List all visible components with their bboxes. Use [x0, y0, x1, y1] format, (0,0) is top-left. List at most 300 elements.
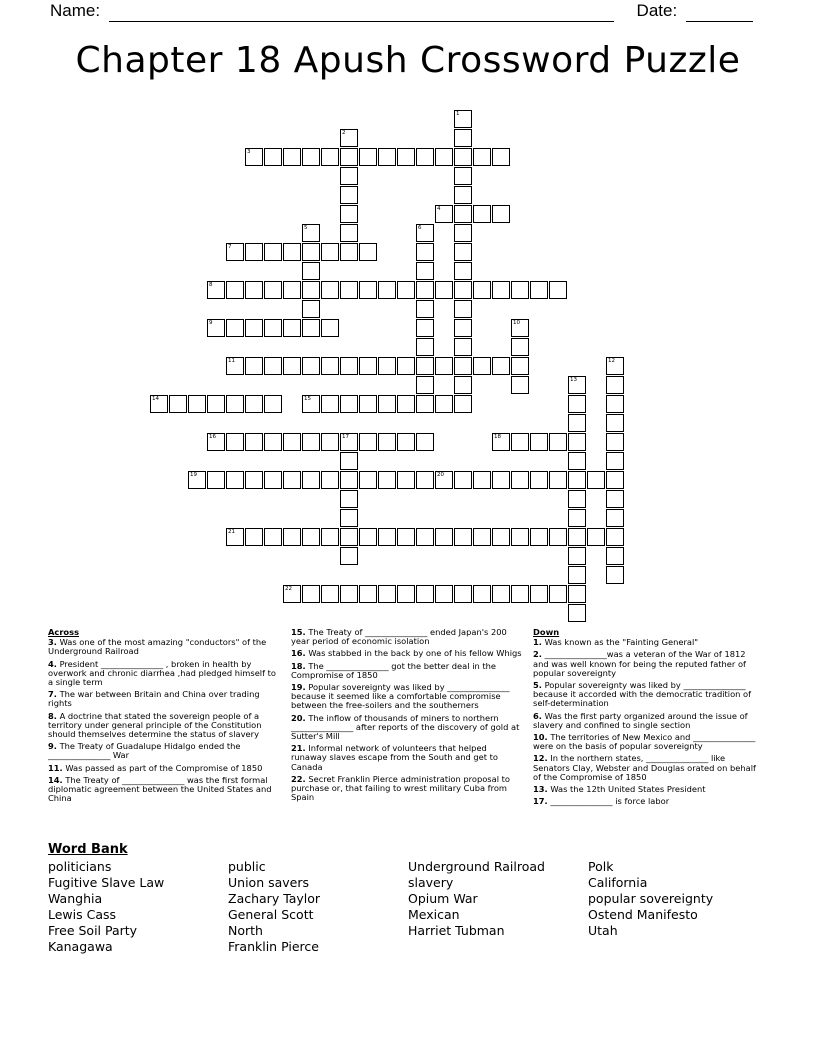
word-bank-item: Mexican: [408, 907, 460, 922]
clue-text: Informal network of volunteers that helped runaway slaves escape from the South and get to Canada: [291, 743, 498, 772]
grid-cell[interactable]: [302, 300, 320, 318]
grid-cell[interactable]: [416, 148, 434, 166]
grid-cell[interactable]: [416, 471, 434, 489]
grid-cell[interactable]: [549, 585, 567, 603]
grid-cell[interactable]: [321, 357, 339, 375]
grid-cell[interactable]: [473, 357, 491, 375]
grid-cell[interactable]: [416, 528, 434, 546]
word-bank-item: public: [228, 859, 266, 874]
grid-cell[interactable]: [264, 395, 282, 413]
grid-cell[interactable]: [226, 433, 244, 451]
across-clue: [291, 683, 523, 711]
grid-cell[interactable]: [606, 395, 624, 413]
grid-cell[interactable]: [454, 471, 472, 489]
grid-cell[interactable]: [397, 148, 415, 166]
grid-cell[interactable]: [321, 243, 339, 261]
clue-number: 18: [494, 434, 501, 440]
clue-number-label: 11.: [48, 762, 63, 773]
grid-cell[interactable]: [302, 433, 320, 451]
grid-cell[interactable]: [302, 243, 320, 261]
down-clue: [533, 785, 763, 794]
across-clue: [48, 638, 282, 656]
grid-cell[interactable]: [340, 509, 358, 527]
grid-cell[interactable]: [530, 471, 548, 489]
page-title: Chapter 18 Apush Crossword Puzzle: [75, 40, 741, 81]
clue-number: 9: [209, 320, 213, 326]
grid-cell[interactable]: [473, 585, 491, 603]
grid-cell[interactable]: [397, 395, 415, 413]
grid-cell[interactable]: [264, 471, 282, 489]
grid-cell[interactable]: [454, 243, 472, 261]
grid-cell[interactable]: [302, 148, 320, 166]
grid-cell[interactable]: [245, 433, 263, 451]
grid-cell[interactable]: [359, 281, 377, 299]
word-bank-item: Franklin Pierce: [228, 939, 319, 954]
clue-number: 8: [209, 282, 213, 288]
date-label: Date:: [636, 1, 678, 20]
clue-number-label: 1.: [533, 637, 542, 648]
clue-number-label: 2.: [533, 649, 542, 660]
grid-cell[interactable]: [435, 585, 453, 603]
grid-cell[interactable]: [359, 395, 377, 413]
grid-cell[interactable]: [568, 395, 586, 413]
word-bank-item: Harriet Tubman: [408, 923, 505, 938]
word-bank-item: Wanghia: [48, 891, 103, 906]
clue-number-label: 9.: [48, 741, 57, 752]
word-bank-item: popular sovereignty: [588, 891, 714, 906]
grid-cell[interactable]: [454, 224, 472, 242]
grid-cell[interactable]: [492, 528, 510, 546]
word-bank-item: politicians: [48, 859, 112, 874]
clue-number: 19: [190, 472, 197, 478]
grid-cell[interactable]: [606, 452, 624, 470]
down-clue: [533, 754, 763, 782]
grid-cell[interactable]: [454, 585, 472, 603]
clue-text: President _______________ , broken in health by overwork and chronic diarrhea ,had pledged himself to a single term: [48, 658, 276, 688]
grid-cell[interactable]: [169, 395, 187, 413]
grid-cell[interactable]: [454, 319, 472, 337]
grid-cell[interactable]: [530, 281, 548, 299]
grid-cell[interactable]: [568, 433, 586, 451]
grid-cell[interactable]: [340, 357, 358, 375]
grid-cell[interactable]: [606, 471, 624, 489]
across-clue: [48, 776, 282, 804]
clue-number-label: 18.: [291, 660, 306, 671]
clue-number: 1: [456, 111, 460, 117]
grid-cell[interactable]: [226, 471, 244, 489]
grid-cell[interactable]: [321, 528, 339, 546]
grid-cell[interactable]: [340, 547, 358, 565]
clue-text: The _______________ got the better deal in the Compromise of 1850: [291, 660, 497, 680]
grid-cell[interactable]: [378, 357, 396, 375]
clue-number-label: 16.: [291, 648, 306, 659]
grid-cell[interactable]: [511, 376, 529, 394]
across-clue: [48, 742, 282, 760]
grid-cell[interactable]: [359, 433, 377, 451]
grid-cell[interactable]: [283, 471, 301, 489]
grid-cell[interactable]: [283, 148, 301, 166]
grid-cell[interactable]: [549, 528, 567, 546]
grid-cell[interactable]: [416, 281, 434, 299]
grid-cell[interactable]: [473, 205, 491, 223]
across-clue: [48, 764, 282, 773]
grid-cell[interactable]: [207, 395, 225, 413]
grid-cell[interactable]: [321, 395, 339, 413]
grid-cell[interactable]: [245, 357, 263, 375]
clue-text: The Treaty of Guadalupe Hidalgo ended the _______________ War: [48, 741, 241, 761]
grid-cell[interactable]: [416, 433, 434, 451]
grid-cell[interactable]: [359, 471, 377, 489]
clue-number-label: 20.: [291, 712, 306, 723]
grid-cell[interactable]: [435, 281, 453, 299]
grid-cell[interactable]: [416, 376, 434, 394]
grid-cell[interactable]: [416, 357, 434, 375]
grid-cell[interactable]: [245, 319, 263, 337]
grid-cell[interactable]: [245, 281, 263, 299]
grid-cell[interactable]: [606, 433, 624, 451]
grid-cell[interactable]: [226, 395, 244, 413]
grid-cell[interactable]: [340, 395, 358, 413]
grid-cell[interactable]: [340, 243, 358, 261]
clue-text: Was the 12th United States President: [547, 784, 706, 795]
grid-cell[interactable]: [549, 281, 567, 299]
grid-cell[interactable]: [606, 566, 624, 584]
grid-cell[interactable]: [378, 433, 396, 451]
clue-number: 10: [513, 320, 520, 326]
grid-cell[interactable]: [340, 167, 358, 185]
grid-cell[interactable]: [302, 262, 320, 280]
grid-cell[interactable]: [207, 471, 225, 489]
grid-cell[interactable]: [264, 528, 282, 546]
grid-cell[interactable]: [340, 186, 358, 204]
clue-number: 4: [437, 206, 441, 212]
across-clue: [291, 662, 523, 680]
word-bank-item: Polk: [588, 859, 614, 874]
grid-cell[interactable]: [511, 585, 529, 603]
grid-cell[interactable]: [340, 205, 358, 223]
grid-cell[interactable]: [340, 490, 358, 508]
clue-text: The Treaty of _______________ ended Japan's 200 year period of economic isolation: [291, 627, 507, 647]
clue-number-label: 22.: [291, 773, 306, 784]
grid-cell[interactable]: [435, 395, 453, 413]
down-clue: [533, 650, 763, 678]
clue-text: Popular sovereignty was liked by _______________ because it accorded with the democratic tradition of self-determination: [533, 680, 752, 709]
clue-number-label: 7.: [48, 689, 57, 700]
grid-cell[interactable]: [568, 528, 586, 546]
clue-number: 6: [418, 225, 422, 231]
clue-number: 21: [228, 529, 235, 535]
grid-cell[interactable]: [454, 148, 472, 166]
across-clue: [291, 714, 523, 742]
word-bank-item: Union savers: [228, 875, 309, 890]
grid-cell[interactable]: [416, 300, 434, 318]
grid-cell[interactable]: [454, 357, 472, 375]
grid-cell[interactable]: [473, 471, 491, 489]
grid-cell[interactable]: [454, 300, 472, 318]
grid-cell[interactable]: [454, 281, 472, 299]
grid-cell[interactable]: [416, 262, 434, 280]
grid-cell[interactable]: [378, 395, 396, 413]
grid-cell[interactable]: [245, 471, 263, 489]
word-bank-column: [228, 859, 320, 955]
grid-cell[interactable]: [397, 357, 415, 375]
grid-cell[interactable]: [492, 585, 510, 603]
grid-cell[interactable]: [321, 433, 339, 451]
grid-cell[interactable]: [473, 528, 491, 546]
grid-cell[interactable]: [321, 319, 339, 337]
grid-cell[interactable]: [568, 452, 586, 470]
grid-cell[interactable]: [340, 224, 358, 242]
down-clues: [533, 628, 763, 809]
clue-number-label: 14.: [48, 774, 63, 785]
grid-cell[interactable]: [492, 205, 510, 223]
grid-cell[interactable]: [568, 414, 586, 432]
grid-cell[interactable]: [473, 281, 491, 299]
across-clue: [48, 660, 282, 688]
grid-cell[interactable]: [606, 528, 624, 546]
clue-number-label: 4.: [48, 658, 57, 669]
grid-cell[interactable]: [302, 319, 320, 337]
clue-number-label: 10.: [533, 732, 548, 743]
grid-cell[interactable]: [359, 243, 377, 261]
grid-cell[interactable]: [340, 585, 358, 603]
across-clue: [291, 744, 523, 772]
grid-cell[interactable]: [416, 585, 434, 603]
clue-text: The war between Britain and China over trading rights: [48, 689, 260, 709]
grid-cell[interactable]: [264, 148, 282, 166]
grid-cell[interactable]: [340, 452, 358, 470]
word-bank-item: Kanagawa: [48, 939, 113, 954]
clue-text: Was stabbed in the back by one of his fellow Whigs: [305, 648, 522, 659]
grid-cell[interactable]: [606, 490, 624, 508]
word-bank-column: [48, 859, 164, 955]
grid-cell[interactable]: [397, 471, 415, 489]
grid-cell[interactable]: [587, 471, 605, 489]
grid-cell[interactable]: [302, 357, 320, 375]
clue-text: Was passed as part of the Compromise of 1850: [62, 762, 263, 773]
word-bank-item: California: [588, 875, 648, 890]
grid-cell[interactable]: [226, 319, 244, 337]
clue-text: Popular sovereignty was liked by _______________ because it seemed like a comfortable compromise between the free-soilers and the southerners: [291, 682, 510, 711]
grid-cell[interactable]: [359, 528, 377, 546]
clue-number-label: 6.: [533, 710, 542, 721]
grid-cell[interactable]: [454, 262, 472, 280]
grid-cell[interactable]: [283, 281, 301, 299]
grid-cell[interactable]: [492, 357, 510, 375]
clue-number: 13: [570, 377, 577, 383]
grid-cell[interactable]: [568, 509, 586, 527]
grid-cell[interactable]: [378, 281, 396, 299]
across-heading: Across: [48, 627, 80, 637]
clue-text: Was the first party organized around the issue of slavery and confined to single section: [533, 710, 748, 730]
grid-cell[interactable]: [435, 357, 453, 375]
grid-cell[interactable]: [378, 471, 396, 489]
clue-number: 16: [209, 434, 216, 440]
grid-cell[interactable]: [245, 528, 263, 546]
grid-cell[interactable]: [511, 471, 529, 489]
word-bank-item: North: [228, 923, 263, 938]
clue-number: 22: [285, 586, 292, 592]
grid-cell[interactable]: [397, 585, 415, 603]
grid-cell[interactable]: [511, 281, 529, 299]
grid-cell[interactable]: [226, 281, 244, 299]
across-clues: [48, 628, 282, 806]
down-clue: [533, 733, 763, 751]
grid-cell[interactable]: [511, 433, 529, 451]
grid-cell[interactable]: [454, 167, 472, 185]
clue-number: 11: [228, 358, 235, 364]
grid-cell[interactable]: [264, 357, 282, 375]
grid-cell[interactable]: [473, 148, 491, 166]
across-clue: [48, 690, 282, 708]
grid-cell[interactable]: [283, 243, 301, 261]
grid-cell[interactable]: [587, 528, 605, 546]
grid-cell[interactable]: [397, 433, 415, 451]
clue-text: The territories of New Mexico and _______________ were on the basis of popular sovereignty: [533, 732, 756, 752]
grid-cell[interactable]: [492, 281, 510, 299]
grid-cell[interactable]: [568, 585, 586, 603]
clue-number: 15: [304, 396, 311, 402]
down-clue: [533, 638, 763, 647]
grid-cell[interactable]: [416, 395, 434, 413]
grid-cell[interactable]: [454, 205, 472, 223]
grid-cell[interactable]: [321, 148, 339, 166]
clue-number-label: 21.: [291, 743, 306, 754]
grid-cell[interactable]: [321, 281, 339, 299]
grid-cell[interactable]: [606, 547, 624, 565]
grid-cell[interactable]: [530, 433, 548, 451]
down-heading: Down: [533, 627, 560, 637]
grid-cell[interactable]: [397, 528, 415, 546]
down-clue: [533, 712, 763, 730]
grid-cell[interactable]: [378, 148, 396, 166]
across-clue: [48, 712, 282, 740]
clue-text: Was one of the most amazing "conductors" of the Underground Railroad: [48, 637, 267, 657]
grid-cell[interactable]: [264, 433, 282, 451]
grid-cell[interactable]: [435, 148, 453, 166]
grid-cell[interactable]: [302, 585, 320, 603]
word-bank-item: Ostend Manifesto: [588, 907, 698, 922]
grid-cell[interactable]: [492, 148, 510, 166]
grid-cell[interactable]: [568, 547, 586, 565]
grid-cell[interactable]: [359, 585, 377, 603]
clue-number: 14: [152, 396, 159, 402]
grid-cell[interactable]: [454, 129, 472, 147]
word-bank-item: Utah: [588, 923, 618, 938]
grid-cell[interactable]: [321, 471, 339, 489]
grid-cell[interactable]: [245, 243, 263, 261]
clue-text: Secret Franklin Pierce administration proposal to purchase or, that failing to wrest military Cuba from Spain: [291, 773, 510, 803]
clue-text: Was known as the "Fainting General": [541, 637, 699, 648]
across-clue: [291, 649, 523, 658]
word-bank-heading: Word Bank: [48, 842, 128, 857]
grid-cell[interactable]: [454, 376, 472, 394]
grid-cell[interactable]: [568, 490, 586, 508]
grid-cell[interactable]: [264, 243, 282, 261]
clue-number-label: 13.: [533, 784, 548, 795]
grid-cell[interactable]: [606, 414, 624, 432]
grid-cell[interactable]: [568, 471, 586, 489]
grid-cell[interactable]: [359, 148, 377, 166]
clue-text: _______________ is force labor: [547, 796, 670, 807]
across-clues-continued: [291, 628, 523, 805]
clue-number-label: 19.: [291, 682, 306, 693]
grid-cell[interactable]: [511, 338, 529, 356]
word-bank-item: Free Soil Party: [48, 923, 138, 938]
grid-cell[interactable]: [435, 528, 453, 546]
grid-cell[interactable]: [530, 528, 548, 546]
grid-cell[interactable]: [359, 357, 377, 375]
grid-cell[interactable]: [568, 604, 586, 622]
across-clue: [291, 775, 523, 803]
grid-cell[interactable]: [378, 585, 396, 603]
grid-cell[interactable]: [340, 471, 358, 489]
clue-number: 7: [228, 244, 232, 250]
grid-cell[interactable]: [492, 471, 510, 489]
clue-number: 12: [608, 358, 615, 364]
grid-cell[interactable]: [454, 186, 472, 204]
grid-cell[interactable]: [302, 281, 320, 299]
grid-cell[interactable]: [283, 433, 301, 451]
grid-cell[interactable]: [264, 281, 282, 299]
word-bank-column: [408, 859, 545, 939]
grid-cell[interactable]: [511, 528, 529, 546]
clue-number-label: 5.: [533, 680, 542, 691]
word-bank-item: Opium War: [408, 891, 478, 906]
grid-cell[interactable]: [416, 243, 434, 261]
clue-number: 2: [342, 130, 346, 136]
grid-cell[interactable]: [511, 357, 529, 375]
grid-cell[interactable]: [454, 338, 472, 356]
word-bank-columns: [48, 859, 768, 959]
grid-cell[interactable]: [188, 395, 206, 413]
grid-cell[interactable]: [340, 148, 358, 166]
grid-cell[interactable]: [321, 585, 339, 603]
grid-cell[interactable]: [549, 433, 567, 451]
grid-cell[interactable]: [416, 319, 434, 337]
grid-cell[interactable]: [606, 509, 624, 527]
grid-cell[interactable]: [340, 281, 358, 299]
grid-cell[interactable]: [397, 281, 415, 299]
clue-number-label: 12.: [533, 753, 548, 764]
clue-text: In the northern states, _______________ like Senators Clay, Webster and Douglas orated on behalf of the Compromise of 1850: [533, 753, 756, 782]
word-bank-item: Underground Railroad: [408, 859, 545, 874]
grid-cell[interactable]: [302, 528, 320, 546]
grid-cell[interactable]: [283, 357, 301, 375]
word-bank-column: [588, 859, 713, 939]
grid-cell[interactable]: [549, 471, 567, 489]
grid-cell[interactable]: [378, 528, 396, 546]
grid-cell[interactable]: [340, 528, 358, 546]
grid-cell[interactable]: [416, 338, 434, 356]
grid-cell[interactable]: [283, 319, 301, 337]
grid-cell[interactable]: [454, 528, 472, 546]
grid-cell[interactable]: [264, 319, 282, 337]
clue-number: 20: [437, 472, 444, 478]
grid-cell[interactable]: [302, 471, 320, 489]
grid-cell[interactable]: [568, 566, 586, 584]
clue-number: 17: [342, 434, 349, 440]
clue-text: A doctrine that stated the sovereign people of a territory under general principle of the Constitution should themselves determine the status of slavery: [48, 710, 262, 740]
grid-cell[interactable]: [245, 395, 263, 413]
across-clue: [291, 628, 523, 646]
word-bank: [48, 842, 768, 959]
grid-cell[interactable]: [454, 395, 472, 413]
clue-text: The inflow of thousands of miners to northern _______________ after reports of the discovery of gold at Sutter's Mill: [291, 712, 520, 742]
grid-cell[interactable]: [530, 585, 548, 603]
grid-cell[interactable]: [283, 528, 301, 546]
grid-cell[interactable]: [606, 376, 624, 394]
